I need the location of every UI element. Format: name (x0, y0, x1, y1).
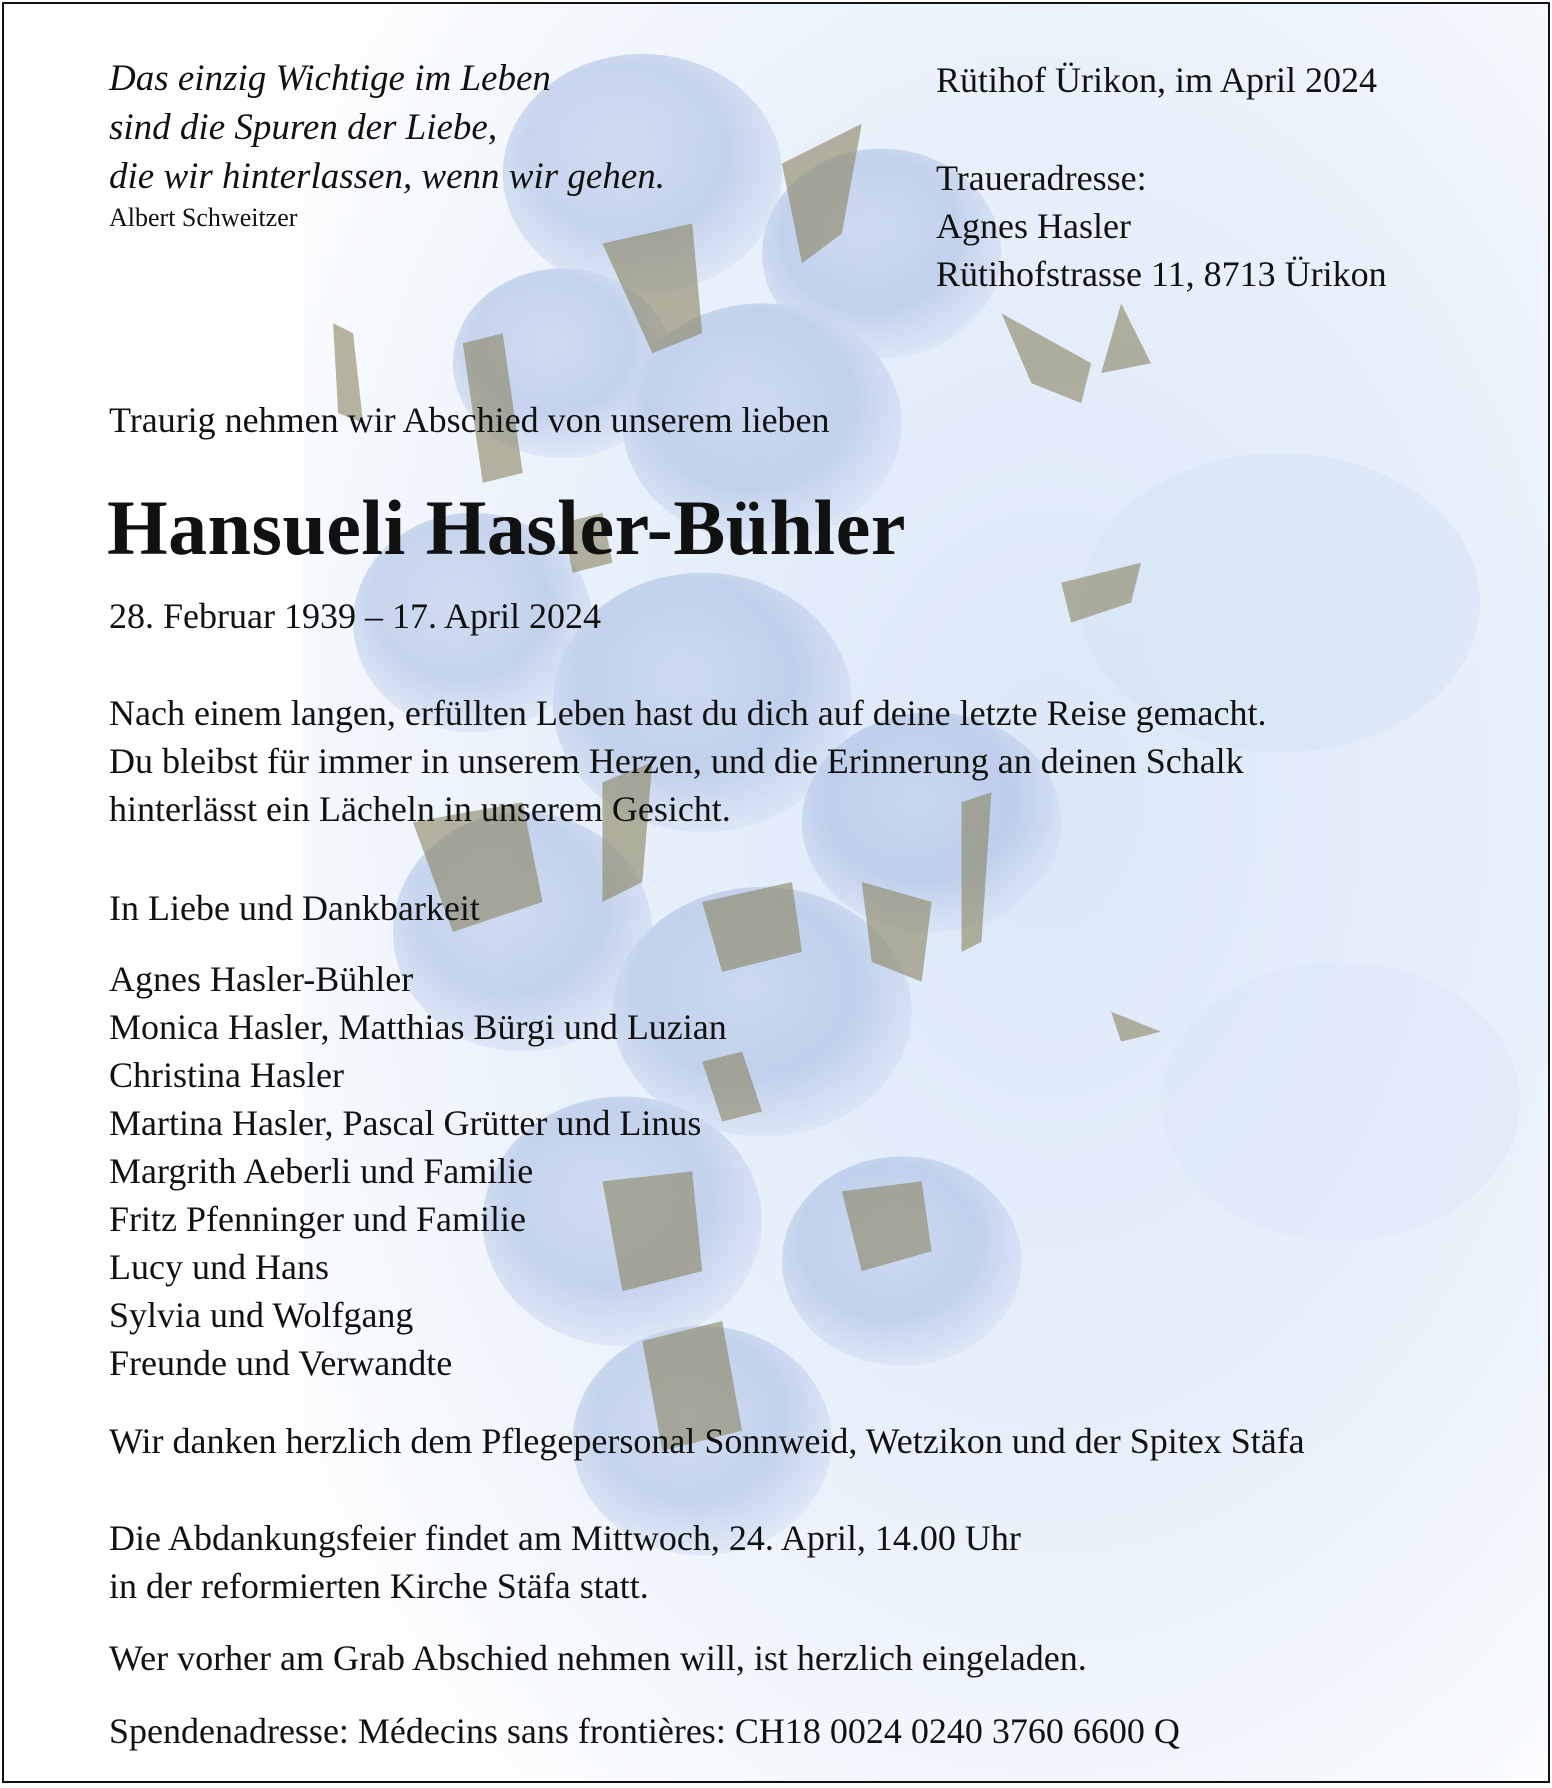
mourner: Margrith Aeberli und Familie (109, 1151, 534, 1191)
motto-line: sind die Spuren der Liebe, (109, 107, 498, 148)
message (109, 689, 1267, 833)
donation-line: Spendenadresse: Médecins sans frontières: CH18 0024 0240 3760 6600 Q (109, 1711, 1180, 1751)
grave-invitation: Wer vorher am Grab Abschied nehmen will, ist herzlich eingeladen. (109, 1638, 1087, 1678)
ceremony-line: in der reformierten Kirche Stäfa statt. (109, 1566, 649, 1606)
message-line: Nach einem langen, erfüllten Leben hast du dich auf deine letzte Reise gemacht. (109, 693, 1267, 733)
mourner: Freunde und Verwandte (109, 1343, 453, 1383)
ceremony-line: Die Abdankungsfeier findet am Mittwoch, 24. April, 14.00 Uhr (109, 1518, 1021, 1558)
mourner: Agnes Hasler-Bühler (109, 959, 414, 999)
intro-line: Traurig nehmen wir Abschied von unserem lieben (109, 400, 830, 440)
message-line: Du bleibst für immer in unserem Herzen, und die Erinnerung an deinen Schalk (109, 741, 1244, 781)
closing-line: In Liebe und Dankbarkeit (109, 888, 480, 928)
address-name: Agnes Hasler (936, 206, 1131, 246)
motto-author: Albert Schweitzer (109, 203, 298, 232)
motto-line: Das einzig Wichtige im Leben (109, 58, 551, 99)
mourner: Sylvia und Wolfgang (109, 1295, 414, 1335)
life-dates: 28. Februar 1939 – 17. April 2024 (109, 596, 601, 636)
thanks-line: Wir danken herzlich dem Pflegepersonal Sonnweid, Wetzikon und der Spitex Stäfa (109, 1421, 1305, 1461)
mourner: Martina Hasler, Pascal Grütter und Linus (109, 1103, 702, 1143)
mourners-list (109, 955, 727, 1387)
mourner: Fritz Pfenninger und Familie (109, 1199, 526, 1239)
mourner: Lucy und Hans (109, 1247, 329, 1287)
ceremony-info (109, 1514, 1021, 1610)
place-date: Rütihof Ürikon, im April 2024 (936, 60, 1377, 100)
mourner: Monica Hasler, Matthias Bürgi und Luzian (109, 1007, 727, 1047)
message-line: hinterlässt ein Lächeln in unserem Gesicht. (109, 789, 731, 829)
address-label: Traueradresse: (936, 158, 1147, 198)
notice-content (4, 4, 1548, 1781)
motto (109, 54, 665, 235)
mourner: Christina Hasler (109, 1055, 344, 1095)
motto-line: die wir hinterlassen, wenn wir gehen. (109, 156, 665, 197)
death-notice (2, 2, 1550, 1783)
deceased-name: Hansueli Hasler-Bühler (107, 484, 906, 571)
address-street: Rütihofstrasse 11, 8713 Ürikon (936, 254, 1387, 294)
mourning-address (936, 154, 1387, 298)
